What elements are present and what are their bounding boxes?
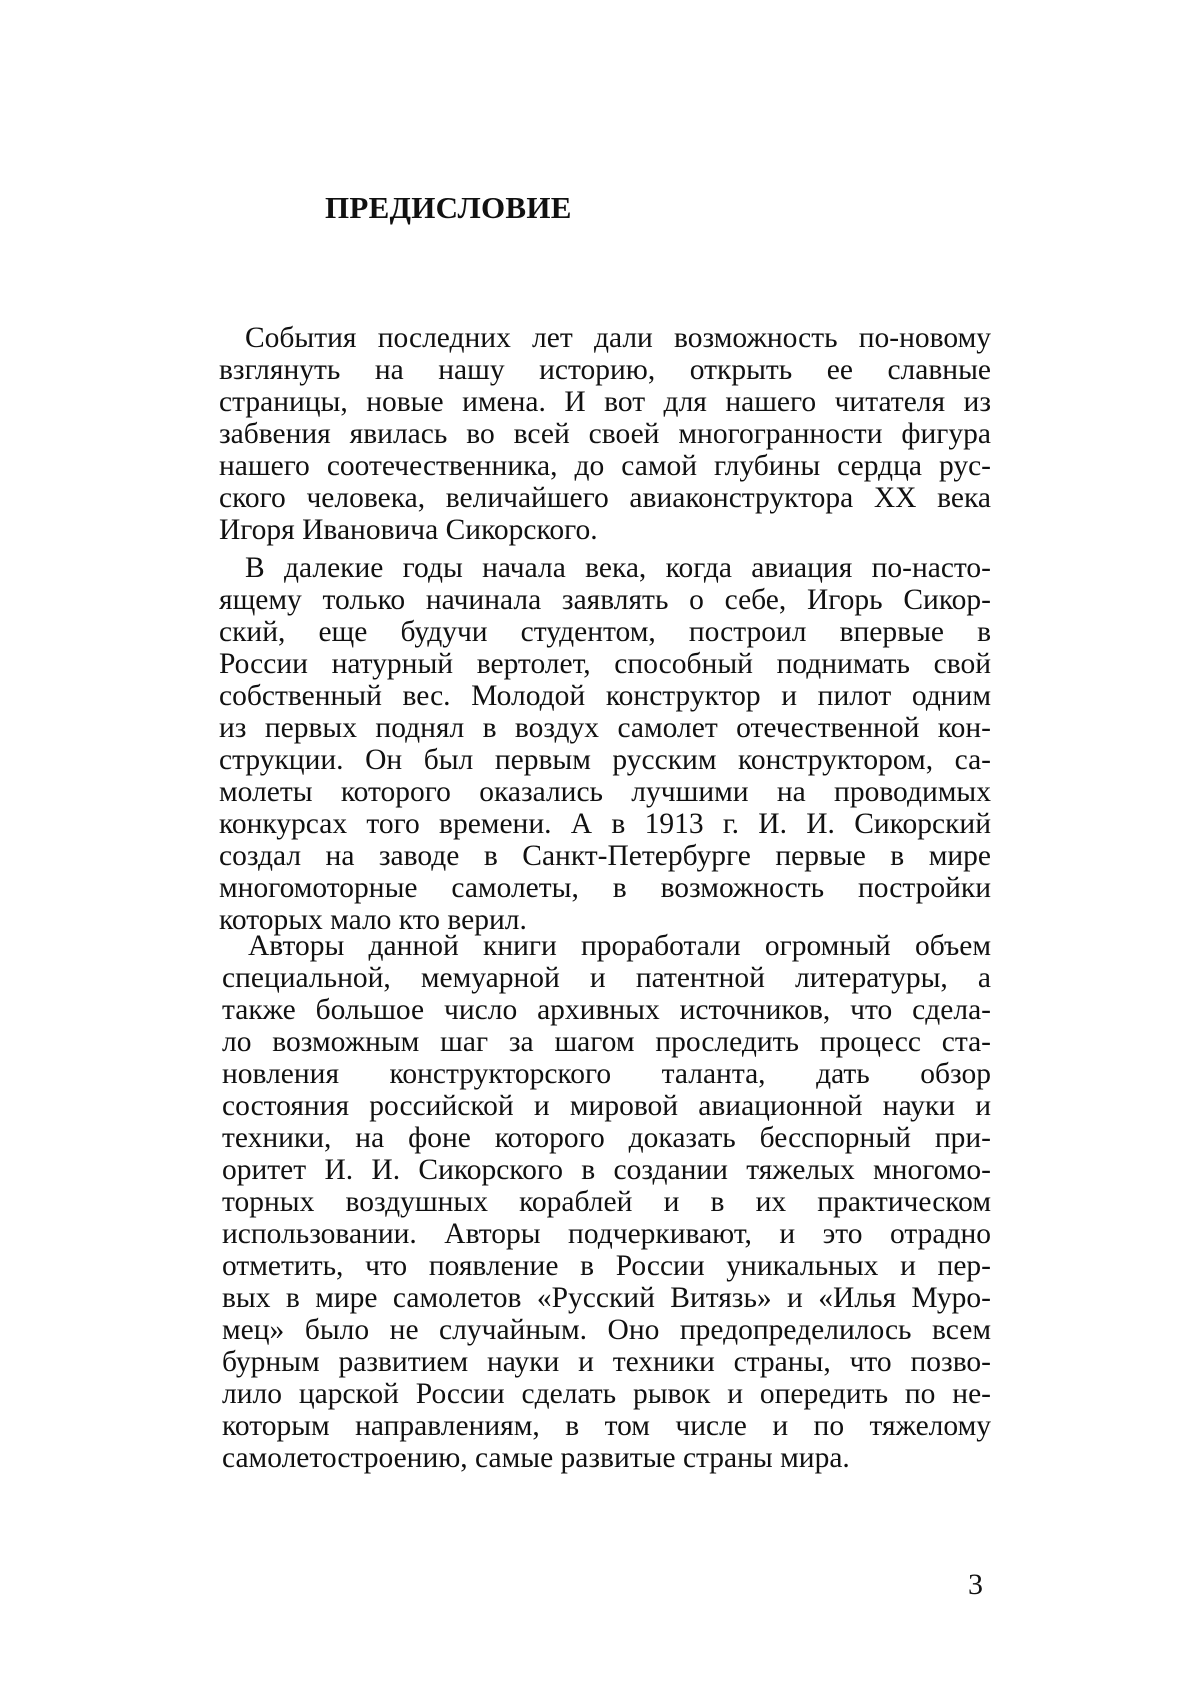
text-line: техники, на фоне которого доказать бесспорный при- [222, 1122, 991, 1154]
text-line: В далекие годы начала века, когда авиация по-насто- [245, 552, 991, 584]
text-line: Авторы данной книги проработали огромный объем [248, 930, 991, 962]
text-line: страницы, новые имена. И вот для нашего читателя из [219, 386, 991, 418]
text-line: которым направлениям, в том числе и по тяжелому [222, 1410, 991, 1442]
text-line: самолетостроению, самые развитые страны мира. [222, 1442, 850, 1474]
text-line: отметить, что появление в России уникальных и пер- [222, 1250, 991, 1282]
paragraph-3 [222, 930, 991, 1474]
text-line: которых мало кто верил. [219, 904, 527, 936]
text-line: состояния российской и мировой авиационной науки и [222, 1090, 991, 1122]
text-line: создал на заводе в Санкт-Петербурге первые в мире [219, 840, 991, 872]
text-line: также большое число архивных источников, что сдела- [222, 994, 991, 1026]
text-line: взглянуть на нашу историю, открыть ее славные [219, 354, 991, 386]
page-number: 3 [968, 1568, 983, 1601]
paragraph-2 [219, 552, 991, 936]
text-line: ящему только начинала заявлять о себе, Игорь Сикор- [219, 584, 991, 616]
text-line: События последних лет дали возможность по-новому [245, 322, 991, 354]
text-line: новления конструкторского таланта, дать обзор [222, 1058, 991, 1090]
text-line: ло возможным шаг за шагом проследить процесс ста- [222, 1026, 991, 1058]
page-title: ПРЕДИСЛОВИЕ [325, 190, 572, 225]
text-line: конкурсах того времени. А в 1913 г. И. И. Сикорский [219, 808, 991, 840]
text-line: бурным развитием науки и техники страны, что позво- [222, 1346, 991, 1378]
text-line: из первых поднял в воздух самолет отечественной кон- [219, 712, 991, 744]
text-line: забвения явилась во всей своей многогранности фигура [219, 418, 991, 450]
text-line: вых в мире самолетов «Русский Витязь» и «Илья Муро- [222, 1282, 991, 1314]
text-line: струкции. Он был первым русским конструктором, са- [219, 744, 991, 776]
text-line: оритет И. И. Сикорского в создании тяжелых многомо- [222, 1154, 991, 1186]
text-line: ского человека, величайшего авиаконструктора XX века [219, 482, 991, 514]
text-line: собственный вес. Молодой конструктор и пилот одним [219, 680, 991, 712]
text-line: торных воздушных кораблей и в их практическом [222, 1186, 991, 1218]
paragraph-1 [219, 322, 991, 546]
text-line: многомоторные самолеты, в возможность постройки [219, 872, 991, 904]
text-line: нашего соотечественника, до самой глубины сердца рус- [219, 450, 991, 482]
text-line: молеты которого оказались лучшими на проводимых [219, 776, 991, 808]
text-line: специальной, мемуарной и патентной литературы, а [222, 962, 991, 994]
text-line: ский, еще будучи студентом, построил впервые в [219, 616, 991, 648]
text-line: Игоря Ивановича Сикорского. [219, 514, 598, 546]
text-line: лило царской России сделать рывок и опередить по не- [222, 1378, 991, 1410]
text-line: использовании. Авторы подчеркивают, и это отрадно [222, 1218, 991, 1250]
text-line: мец» было не случайным. Оно предопределилось всем [222, 1314, 991, 1346]
text-line: России натурный вертолет, способный поднимать свой [219, 648, 991, 680]
